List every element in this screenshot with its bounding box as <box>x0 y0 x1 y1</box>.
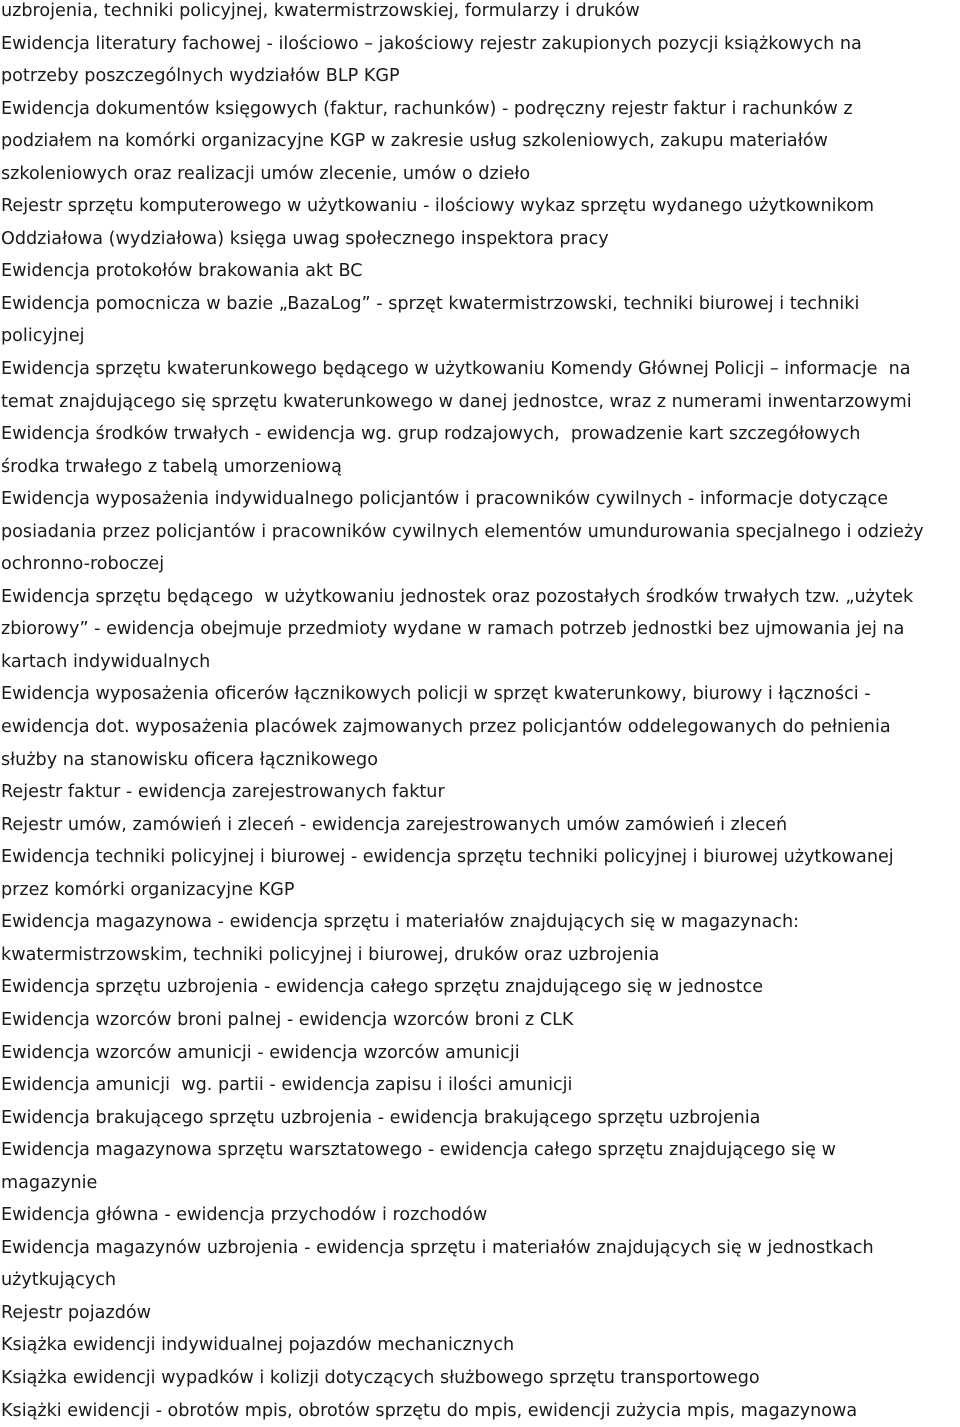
text-line: Ewidencja protokołów brakowania akt BC <box>1 261 363 282</box>
text-line: policyjnej <box>1 326 85 347</box>
text-line: Ewidencja sprzętu uzbrojenia - ewidencja całego sprzętu znajdującego się w jednostce <box>1 977 764 998</box>
text-line: Ewidencja wyposażenia indywidualnego policjantów i pracowników cywilnych - informacje dotyczące <box>1 489 889 510</box>
text-line: Ewidencja amunicji wg. partii - ewidencja zapisu i ilości amunicji <box>1 1075 573 1096</box>
text-line: Ewidencja wzorców amunicji - ewidencja wzorców amunicji <box>1 1042 520 1063</box>
text-line: potrzeby poszczególnych wydziałów BLP KGP <box>1 66 400 87</box>
text-line: zbiorowy” - ewidencja obejmuje przedmioty wydane w ramach potrzeb jednostki bez ujmowania jej na <box>1 619 905 640</box>
text-line: Ewidencja wzorców broni palnej - ewidencja wzorców broni z CLK <box>1 1009 574 1030</box>
text-line: Ewidencja magazynowa - ewidencja sprzętu i materiałów znajdujących się w magazynach: <box>1 912 800 933</box>
text-line: Ewidencja sprzętu kwaterunkowego będącego w użytkowaniu Komendy Głównej Policji – informacje na <box>1 359 911 380</box>
text-line: Rejestr sprzętu komputerowego w użytkowaniu - ilościowy wykaz sprzętu wydanego użytkownikom <box>1 196 875 217</box>
text-line: Ewidencja główna - ewidencja przychodów i rozchodów <box>1 1205 488 1226</box>
text-line: uzbrojenia, techniki policyjnej, kwatermistrzowskiej, formularzy i druków <box>1 1 640 21</box>
text-line: służby na stanowisku oficera łącznikowego <box>1 749 378 770</box>
text-line: Ewidencja pomocnicza w bazie „BazaLog” - sprzęt kwatermistrzowski, techniki biurowej i techniki <box>1 293 860 314</box>
text-line: kartach indywidualnych <box>1 651 211 672</box>
text-line: ewidencja dot. wyposażenia placówek zajmowanych przez policjantów oddelegowanych do pełnienia <box>1 717 891 738</box>
text-line: posiadania przez policjantów i pracowników cywilnych elementów umundurowania specjalnego i odzieży <box>1 521 924 542</box>
text-line: Ewidencja magazynowa sprzętu warsztatowego - ewidencja całego sprzętu znajdującego się w <box>1 1140 836 1161</box>
text-line: magazynie <box>1 1172 98 1193</box>
text-line: kwatermistrzowskim, techniki policyjnej i biurowej, druków oraz uzbrojenia <box>1 944 660 965</box>
text-line: Oddziałowa (wydziałowa) księga uwag społecznego inspektora pracy <box>1 228 609 249</box>
text-line: Ewidencja brakującego sprzętu uzbrojenia - ewidencja brakującego sprzętu uzbrojenia <box>1 1107 761 1128</box>
text-line: szkoleniowych oraz realizacji umów zlecenie, umów o dzieło <box>1 163 531 184</box>
text-line: Ewidencja wyposażenia oficerów łącznikowych policji w sprzęt kwaterunkowy, biurowy i łączności - <box>1 684 871 705</box>
text-line: Ewidencja magazynów uzbrojenia - ewidencja sprzętu i materiałów znajdujących się w jednostkach <box>1 1237 874 1258</box>
text-line: podziałem na komórki organizacyjne KGP w zakresie usług szkoleniowych, zakupu materiałów <box>1 131 828 152</box>
text-line: Ewidencja dokumentów księgowych (faktur, rachunków) - podręczny rejestr faktur i rachunków z <box>1 98 853 119</box>
text-line: Książki ewidencji - obrotów mpis, obrotów sprzętu do mpis, ewidencji zużycia mpis, magazynowa <box>1 1400 858 1421</box>
document-body <box>1 0 959 1427</box>
text-line: Ewidencja sprzętu będącego w użytkowaniu jednostek oraz pozostałych środków trwałych tzw. „użytek <box>1 586 914 607</box>
text-line: przez komórki organizacyjne KGP <box>1 879 295 900</box>
text-line: Ewidencja literatury fachowej - ilościowo – jakościowy rejestr zakupionych pozycji książkowych na <box>1 33 862 54</box>
text-line: Ewidencja środków trwałych - ewidencja wg. grup rodzajowych, prowadzenie kart szczegółowych <box>1 424 861 445</box>
text-line: środka trwałego z tabelą umorzeniową <box>1 456 342 477</box>
text-line: Rejestr pojazdów <box>1 1302 152 1323</box>
text-line: ochronno-roboczej <box>1 554 165 575</box>
text-line: Rejestr faktur - ewidencja zarejestrowanych faktur <box>1 782 445 803</box>
text-line: użytkujących <box>1 1270 117 1291</box>
text-line: temat znajdującego się sprzętu kwaterunkowego w danej jednostce, wraz z numerami inwentarzowymi <box>1 391 912 412</box>
text-line: Rejestr umów, zamówień i zleceń - ewidencja zarejestrowanych umów zamówień i zleceń <box>1 814 788 835</box>
text-line: Książka ewidencji indywidualnej pojazdów mechanicznych <box>1 1335 515 1356</box>
text-line: Ewidencja techniki policyjnej i biurowej - ewidencja sprzętu techniki policyjnej i biurowej użytkowanej <box>1 847 894 868</box>
text-line: Książka ewidencji wypadków i kolizji dotyczących służbowego sprzętu transportowego <box>1 1367 760 1388</box>
